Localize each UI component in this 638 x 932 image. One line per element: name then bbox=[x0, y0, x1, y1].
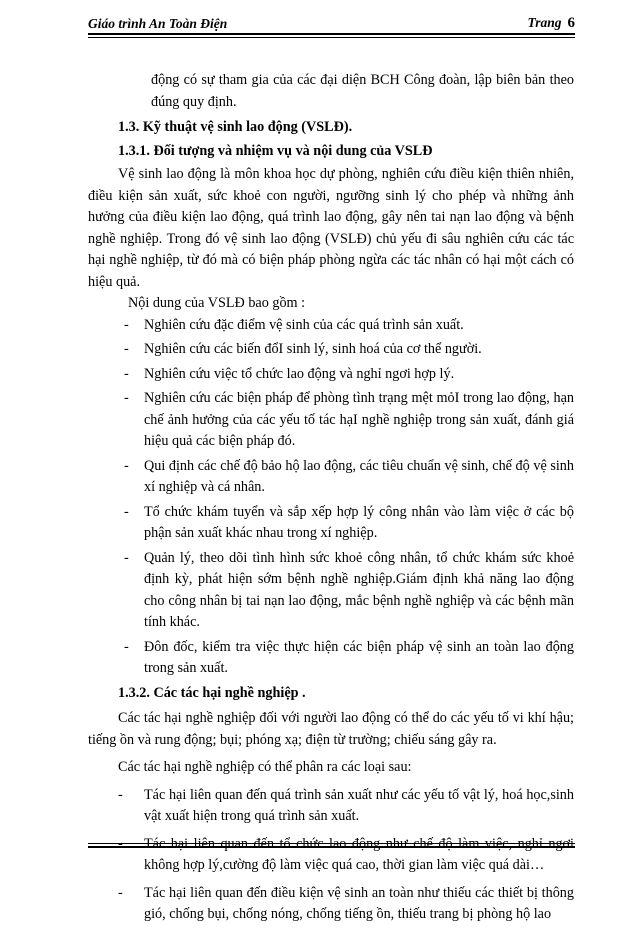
bullet-dash: - bbox=[124, 390, 129, 406]
list-item-text: Đôn đốc, kiểm tra việc thực hiện các biện pháp vệ sinh an toàn lao động trong sản xuất. bbox=[144, 638, 574, 676]
page-body bbox=[88, 70, 574, 932]
list-item-text: Tác hại liên quan đến quá trình sản xuất như các yếu tố vật lý, hoá học,sinh vật xuất hiện trong quá trình sản xuất. bbox=[144, 786, 574, 824]
list-item bbox=[88, 883, 574, 926]
list-item-text: Qui định các chế độ bảo hộ lao động, các tiêu chuẩn vệ sinh, chế độ vệ sinh xí nghiệp và cá nhân. bbox=[144, 457, 574, 495]
bullet-dash: - bbox=[118, 835, 123, 852]
heading-1-3-1: 1.3.1. Đối tượng và nhiệm vụ và nội dung của VSLĐ bbox=[118, 142, 433, 159]
contents-list bbox=[88, 315, 574, 680]
list-item-text: Tác hại liên quan đến tổ chức lao động như chế độ làm việc, nghỉ ngơi không hợp lý,cường độ làm việc quá cao, thời gian làm việc quá dài… bbox=[144, 835, 574, 873]
paragraph-hazards-causes: Các tác hại nghề nghiệp đối với người lao động có thể do các yếu tố vi khí hậu; tiếng ồn và rung động; bụi; phóng xạ; điện từ trường; chiếu sáng gây ra. bbox=[88, 710, 574, 748]
page-indicator bbox=[527, 15, 575, 32]
list-item bbox=[88, 315, 574, 337]
heading-1-3: 1.3. Kỹ thuật vệ sinh lao động (VSLĐ). bbox=[118, 119, 353, 135]
bullet-dash: - bbox=[124, 638, 129, 655]
list-item bbox=[88, 834, 574, 877]
list-item bbox=[88, 548, 574, 634]
heading-1-3-2: 1.3.2. Các tác hại nghề nghiệp . bbox=[118, 684, 306, 701]
bullet-dash: - bbox=[118, 884, 123, 901]
bullet-dash: - bbox=[124, 341, 129, 357]
bullet-dash: - bbox=[118, 786, 123, 803]
page-label: Trang bbox=[527, 15, 562, 30]
header-rule bbox=[88, 33, 575, 38]
list-item bbox=[88, 637, 574, 680]
list-item-text: Nghiên cứu các biến đổI sinh lý, sinh hoá của cơ thể người. bbox=[144, 341, 482, 357]
bullet-dash: - bbox=[124, 549, 129, 566]
bullet-dash: - bbox=[124, 365, 129, 382]
list-item-text: Nghiên cứu các biện pháp để phòng tình trạng mệt mỏI trong lao động, hạn chế ảnh hưởng của các yếu tố tác hạI nghề nghiệp trong sản xuất, đánh giá hiệu quả các biện pháp đó. bbox=[144, 390, 574, 449]
list-item-text: Quản lý, theo dõi tình hình sức khoẻ công nhân, tổ chức khám sức khoẻ định kỳ, phát hiện sớm bệnh nghề nghiệp.Giám định khả năng lao động cho công nhân bị tai nạn lao động, mắc bệnh nghề nghiệp và các bệnh mãn tính khác. bbox=[144, 549, 574, 630]
paragraph-hazards-types-intro: Các tác hại nghề nghiệp có thể phân ra các loại sau: bbox=[118, 759, 412, 775]
list-item-text: Tác hại liên quan đến điều kiện vệ sinh an toàn như thiếu các thiết bị thông gió, chống bụi, chống nóng, chống tiếng ồn, thiếu trang bị phòng hộ lao bbox=[144, 884, 574, 922]
list-item-text: Nghiên cứu đặc điểm vệ sinh của các quá trình sản xuất. bbox=[144, 316, 464, 333]
paragraph-vslđ-definition: Vệ sinh lao động là môn khoa học dự phòng, nghiên cứu điều kiện thiên nhiên, điều kiện sản xuất, sức khoẻ con người, ngưỡng sinh lý cho phép và những ảnh hưởng của điều kiện lao động, quá trình lao động, gây nên tai nạn lao động và bệnh nghề nghiệp. Trong đó vệ sinh lao động (VSLĐ) chủ yếu đi sâu nghiên cứu các tác hại nghề nghiệp, từ đó mà có biện pháp phòng ngừa các tác nhân có hại một cách có hiệu quả. bbox=[88, 166, 574, 290]
page-number: 6 bbox=[567, 15, 575, 31]
list-item-text: Tổ chức khám tuyển và sắp xếp hợp lý công nhân vào làm việc ở các bộ phận sản xuất khác nhau trong xí nghiệp. bbox=[144, 503, 574, 541]
page-header bbox=[88, 10, 575, 32]
document-title: Giáo trình An Toàn Điện bbox=[88, 16, 228, 31]
list-item-text: Nghiên cứu việc tổ chức lao động và nghỉ ngơi hợp lý. bbox=[144, 365, 455, 382]
list-item bbox=[88, 364, 574, 386]
bullet-dash: - bbox=[124, 316, 129, 333]
list-item bbox=[88, 339, 574, 361]
bullet-dash: - bbox=[124, 503, 129, 520]
list-item bbox=[88, 785, 574, 828]
footer-rule bbox=[88, 843, 575, 848]
intro-continuation: động có sự tham gia của các đại diện BCH Công đoàn, lập biên bản theo đúng quy định. bbox=[151, 72, 574, 110]
paragraph-contents-intro: Nội dung của VSLĐ bao gồm : bbox=[128, 295, 306, 311]
hazards-list bbox=[88, 785, 574, 926]
list-item bbox=[88, 456, 574, 499]
list-item bbox=[88, 502, 574, 545]
list-item bbox=[88, 388, 574, 453]
bullet-dash: - bbox=[124, 457, 129, 474]
